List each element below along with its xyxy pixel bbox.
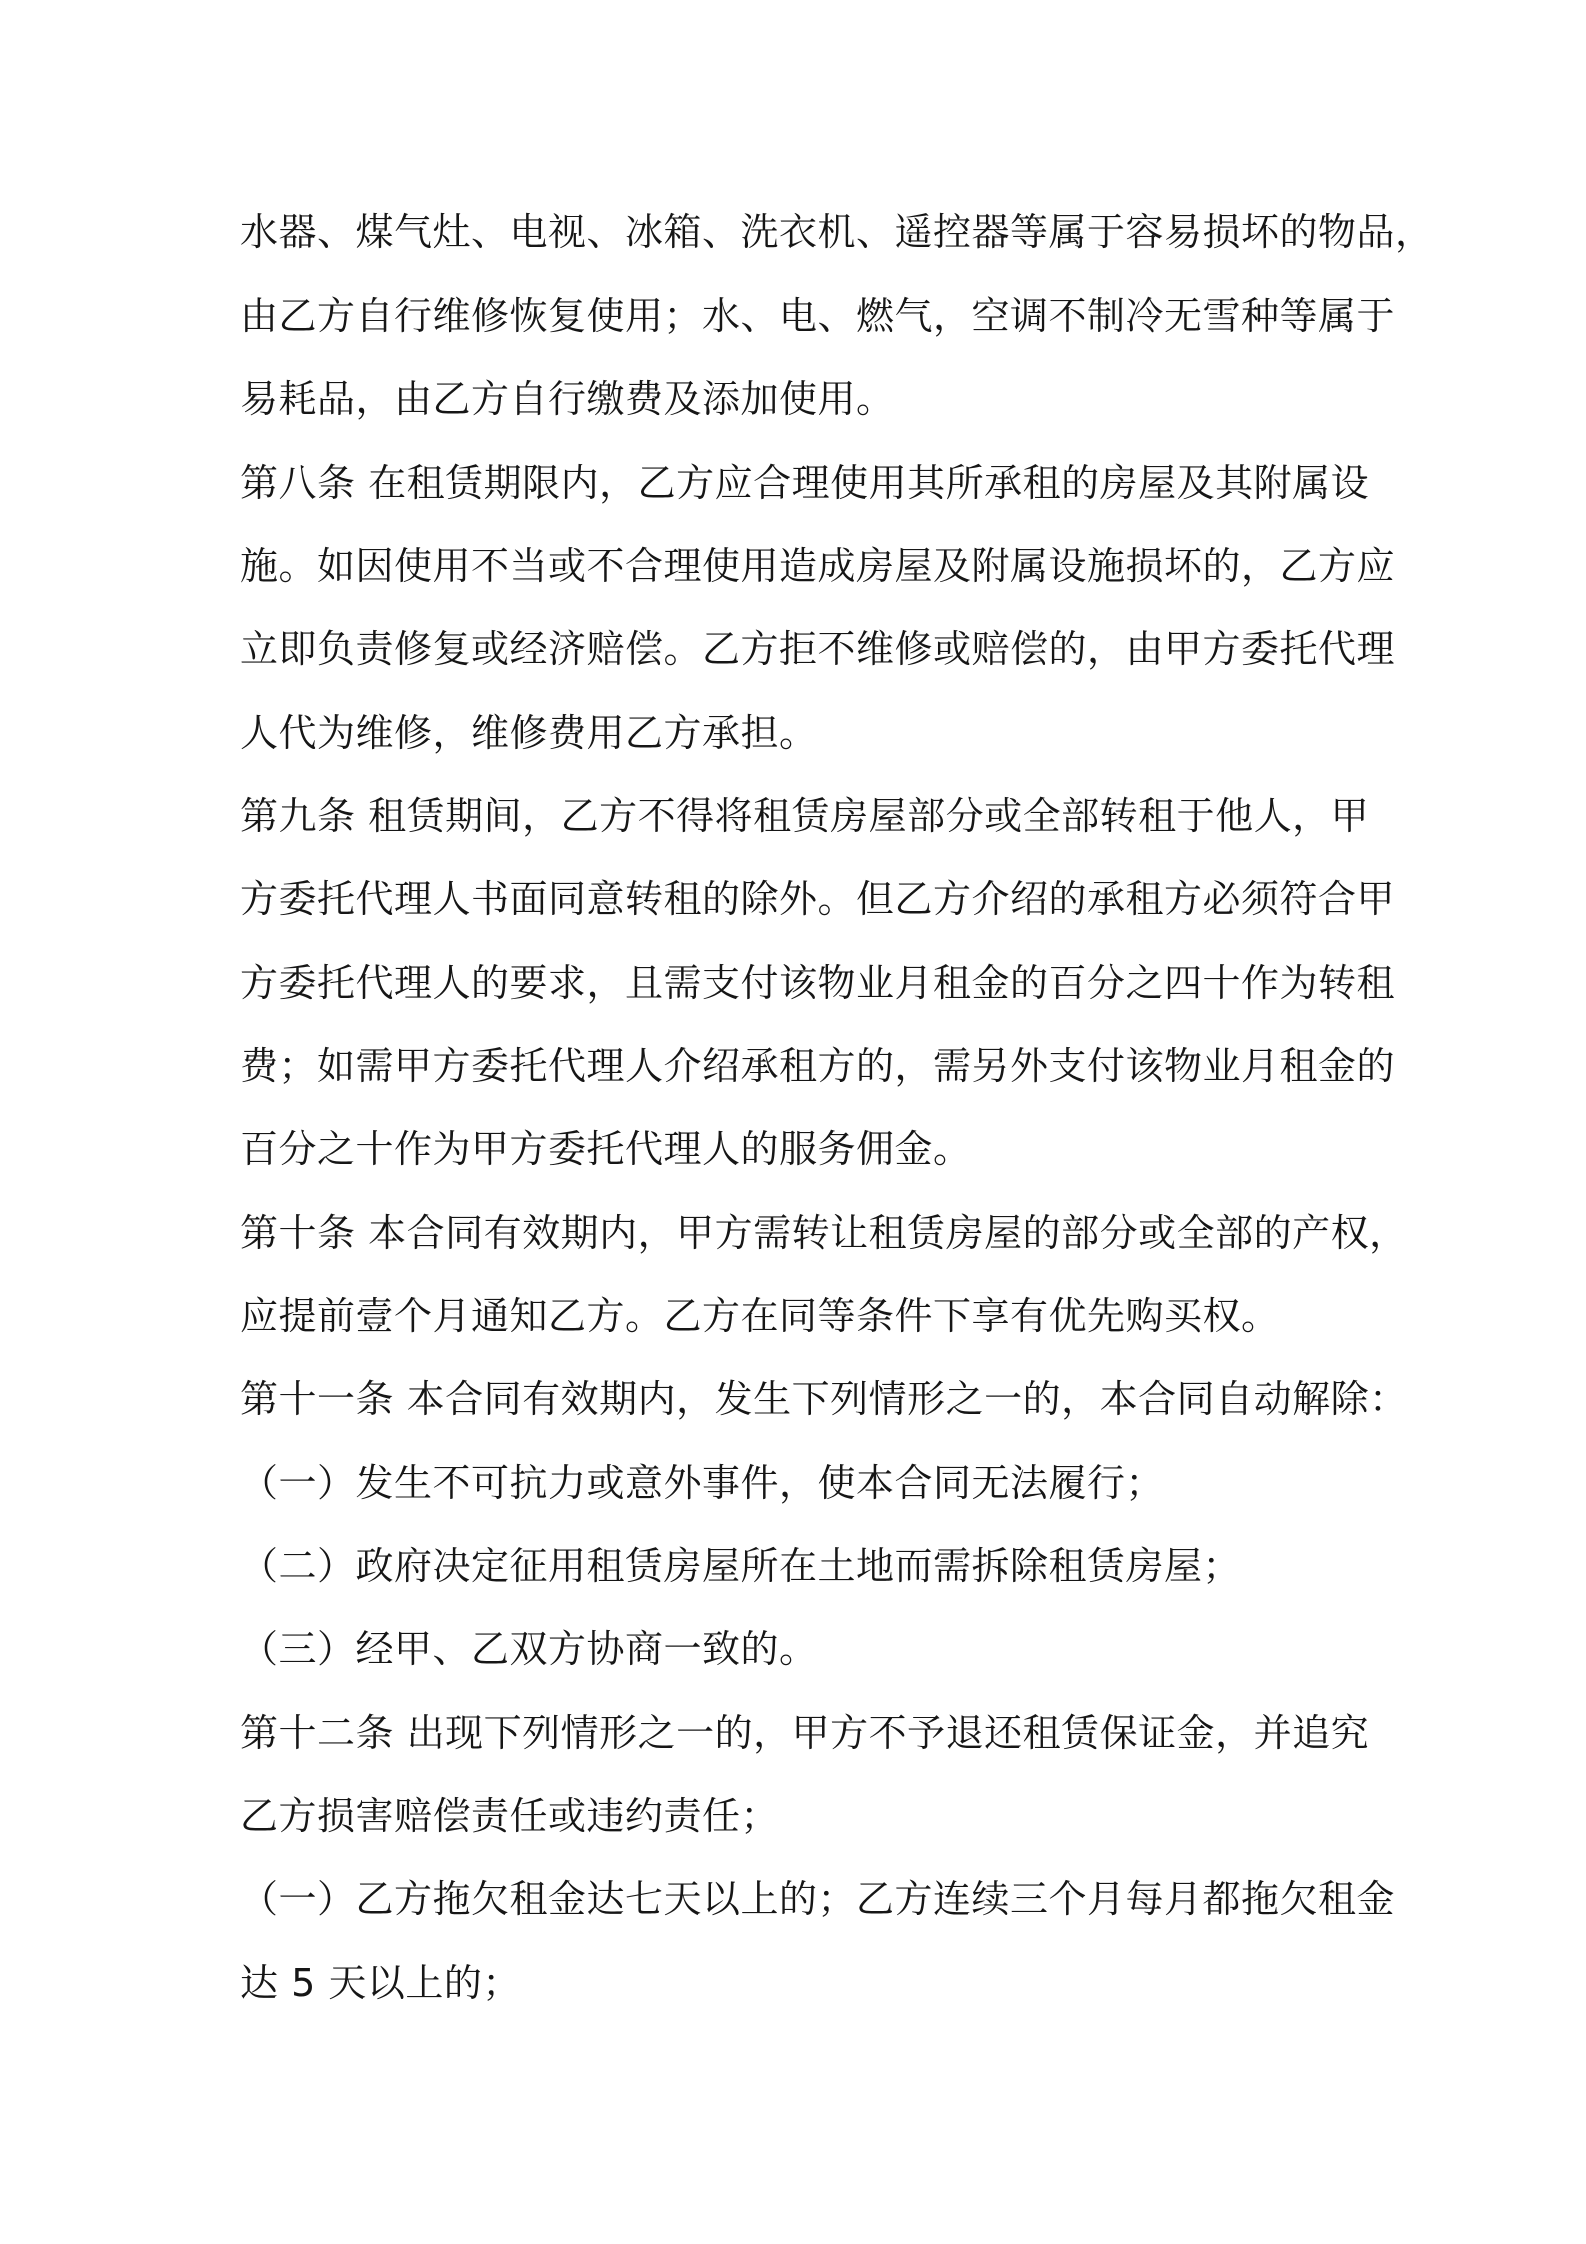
article-11-heading-line: 第十一条 本合同有效期内，发生下列情形之一的，本合同自动解除： bbox=[240, 1377, 1408, 1421]
article-9-heading-line: 第九条 租赁期间，乙方不得将租赁房屋部分或全部转租于他人，甲 bbox=[240, 794, 1370, 838]
list-item: （三）经甲、乙双方协商一致的。 bbox=[240, 1627, 818, 1671]
text-line: 立即负责修复或经济赔偿。乙方拒不维修或赔偿的，由甲方委托代理 bbox=[240, 627, 1396, 671]
text-line: 易耗品，由乙方自行缴费及添加使用。 bbox=[240, 377, 895, 421]
list-item: （一）乙方拖欠租金达七天以上的；乙方连续三个月每月都拖欠租金 bbox=[240, 1877, 1396, 1921]
article-12-heading-line: 第十二条 出现下列情形之一的，甲方不予退还租赁保证金，并追究 bbox=[240, 1711, 1370, 1755]
text-line: 水器、煤气灶、电视、冰箱、洗衣机、遥控器等属于容易损坏的物品， bbox=[240, 210, 1434, 254]
list-item: （一）发生不可抗力或意外事件，使本合同无法履行； bbox=[240, 1461, 1165, 1505]
text-line: 由乙方自行维修恢复使用；水、电、燃气，空调不制冷无雪种等属于 bbox=[240, 294, 1396, 338]
text-line: 达 5 天以上的； bbox=[240, 1961, 521, 2005]
text-line: 人代为维修，维修费用乙方承担。 bbox=[240, 711, 818, 755]
text-line: 应提前壹个月通知乙方。乙方在同等条件下享有优先购买权。 bbox=[240, 1294, 1280, 1338]
text-line: 费；如需甲方委托代理人介绍承租方的，需另外支付该物业月租金的 bbox=[240, 1044, 1396, 1088]
text-line: 方委托代理人书面同意转租的除外。但乙方介绍的承租方必须符合甲 bbox=[240, 877, 1396, 921]
text-line: 乙方损害赔偿责任或违约责任； bbox=[240, 1794, 780, 1838]
article-10-heading-line: 第十条 本合同有效期内，甲方需转让租赁房屋的部分或全部的产权， bbox=[240, 1211, 1408, 1255]
text-line: 方委托代理人的要求，且需支付该物业月租金的百分之四十作为转租 bbox=[240, 961, 1396, 1005]
article-8-heading-line: 第八条 在租赁期限内，乙方应合理使用其所承租的房屋及其附属设 bbox=[240, 461, 1370, 505]
text-line: 施。如因使用不当或不合理使用造成房屋及附属设施损坏的，乙方应 bbox=[240, 544, 1396, 588]
list-item: （二）政府决定征用租赁房屋所在土地而需拆除租赁房屋； bbox=[240, 1544, 1242, 1588]
text-line: 百分之十作为甲方委托代理人的服务佣金。 bbox=[240, 1127, 972, 1171]
